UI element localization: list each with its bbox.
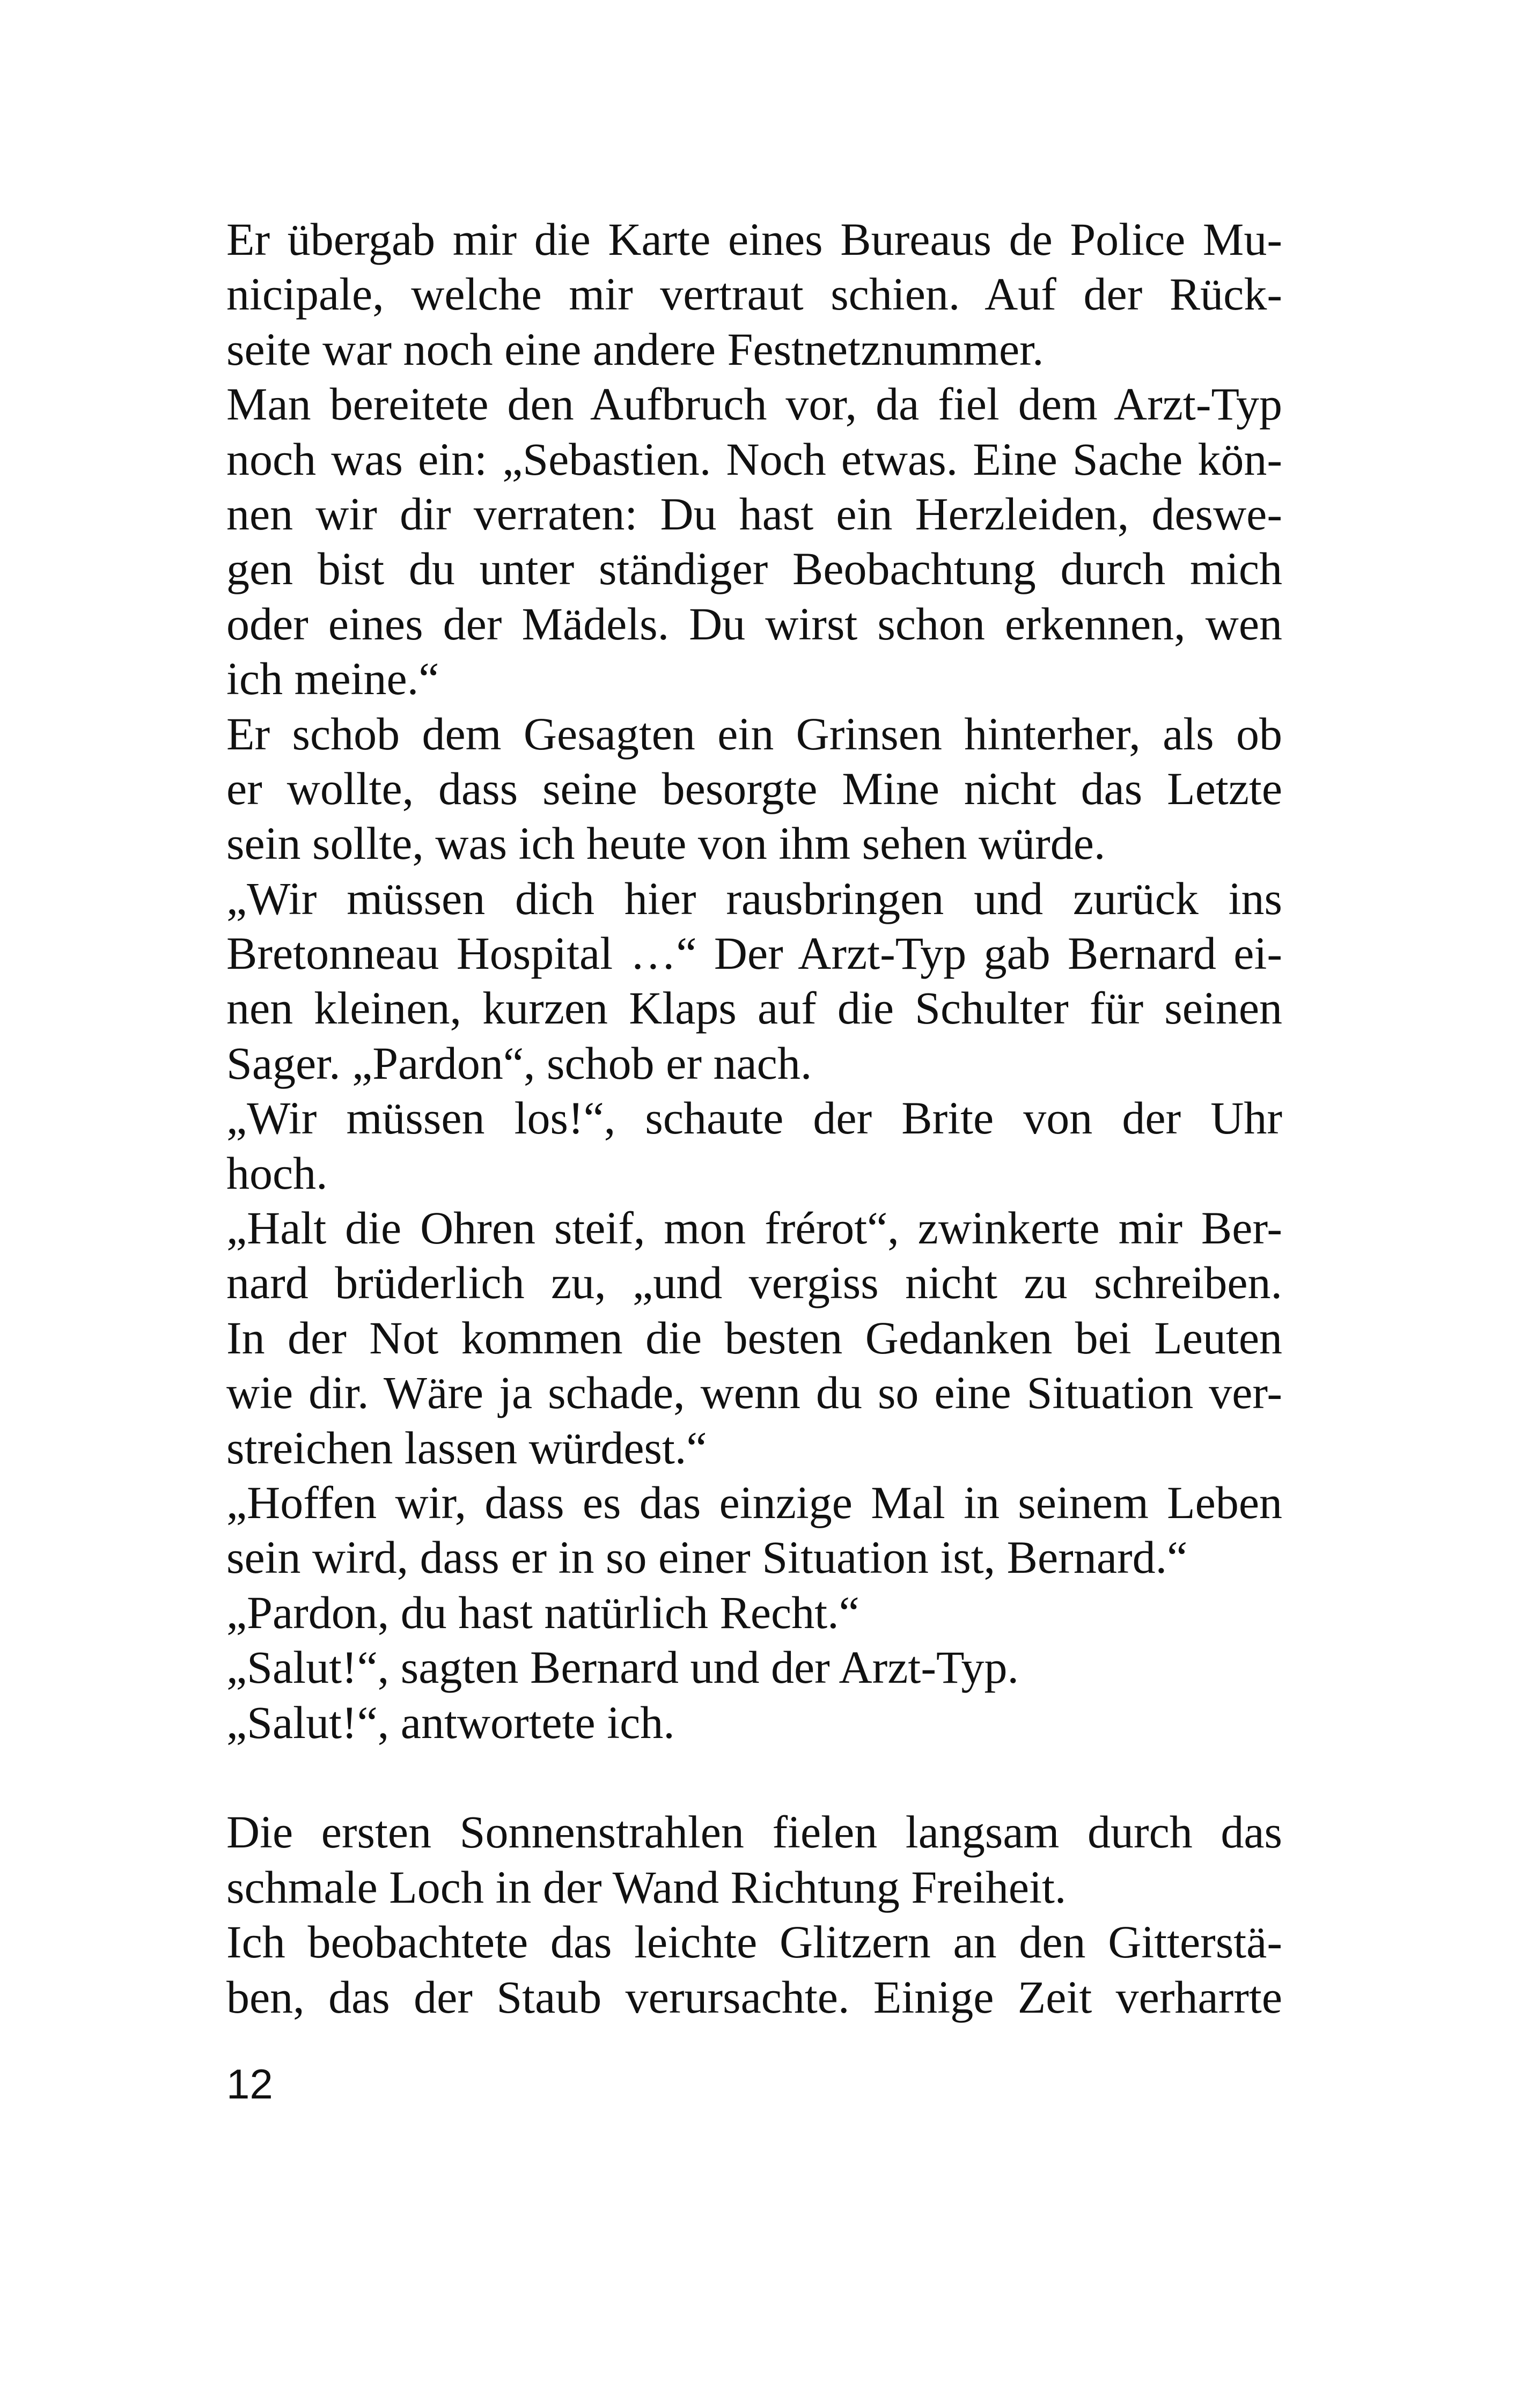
text-line: „Pardon, du hast natürlich Recht.“ xyxy=(226,1586,859,1638)
text-line: ich meine.“ xyxy=(226,653,439,705)
text-line: gen bist du unter ständiger Beobachtung durch mich xyxy=(226,543,1282,595)
text-line: oder eines der Mädels. Du wirst schon erkennen, wen xyxy=(226,598,1282,650)
text-line: sein sollte, was ich heute von ihm sehen würde. xyxy=(226,818,1106,870)
text-line: er wollte, dass seine besorgte Mine nicht das Letzte xyxy=(226,762,1282,814)
text-line: nen wir dir verraten: Du hast ein Herzleiden, deswe- xyxy=(226,488,1282,540)
text-line: schmale Loch in der Wand Richtung Freiheit. xyxy=(226,1861,1067,1913)
body-text xyxy=(226,212,1282,2024)
text-line: Man bereitete den Aufbruch vor, da fiel dem Arzt-Typ xyxy=(226,378,1282,430)
text-line: Ich beobachtete das leichte Glitzern an den Gitterstä- xyxy=(226,1916,1282,1968)
text-line: ben, das der Staub verursachte. Einige Zeit verharrte xyxy=(226,1971,1282,2023)
text-line: nicipale, welche mir vertraut schien. Auf der Rück- xyxy=(226,268,1282,320)
text-line: nard brüderlich zu, „und vergiss nicht zu schreiben. xyxy=(226,1257,1282,1309)
paragraph-spacer xyxy=(226,1750,1282,1805)
text-line: „Wir müssen dich hier rausbringen und zurück ins xyxy=(226,872,1282,924)
text-line: Sager. „Pardon“, schob er nach. xyxy=(226,1037,812,1089)
text-line: wie dir. Wäre ja schade, wenn du so eine Situation ver- xyxy=(226,1367,1282,1419)
text-line: Bretonneau Hospital …“ Der Arzt-Typ gab Bernard ei- xyxy=(226,927,1282,980)
text-line: noch was ein: „Sebastien. Noch etwas. Eine Sache kön- xyxy=(226,433,1282,485)
text-line: seite war noch eine andere Festnetznummer. xyxy=(226,323,1044,375)
text-line: „Salut!“, antwortete ich. xyxy=(226,1696,675,1748)
text-line: Die ersten Sonnenstrahlen fielen langsam durch das xyxy=(226,1806,1282,1858)
text-line: „Salut!“, sagten Bernard und der Arzt-Typ. xyxy=(226,1641,1019,1693)
page-number: 12 xyxy=(226,2060,273,2108)
text-line: streichen lassen würdest.“ xyxy=(226,1422,707,1474)
text-line: sein wird, dass er in so einer Situation ist, Bernard.“ xyxy=(226,1531,1188,1584)
text-line: nen kleinen, kurzen Klaps auf die Schulter für seinen xyxy=(226,982,1282,1034)
text-line: „Hoffen wir, dass es das einzige Mal in seinem Leben xyxy=(226,1476,1282,1528)
text-line: hoch. xyxy=(226,1147,328,1199)
text-line: Er schob dem Gesagten ein Grinsen hinterher, als ob xyxy=(226,708,1282,760)
text-line: Er übergab mir die Karte eines Bureaus de Police Mu- xyxy=(226,213,1282,265)
text-line: „Halt die Ohren steif, mon frérot“, zwinkerte mir Ber- xyxy=(226,1202,1282,1254)
text-line: „Wir müssen los!“, schaute der Brite von der Uhr xyxy=(226,1092,1282,1144)
text-line: In der Not kommen die besten Gedanken bei Leuten xyxy=(226,1312,1282,1364)
